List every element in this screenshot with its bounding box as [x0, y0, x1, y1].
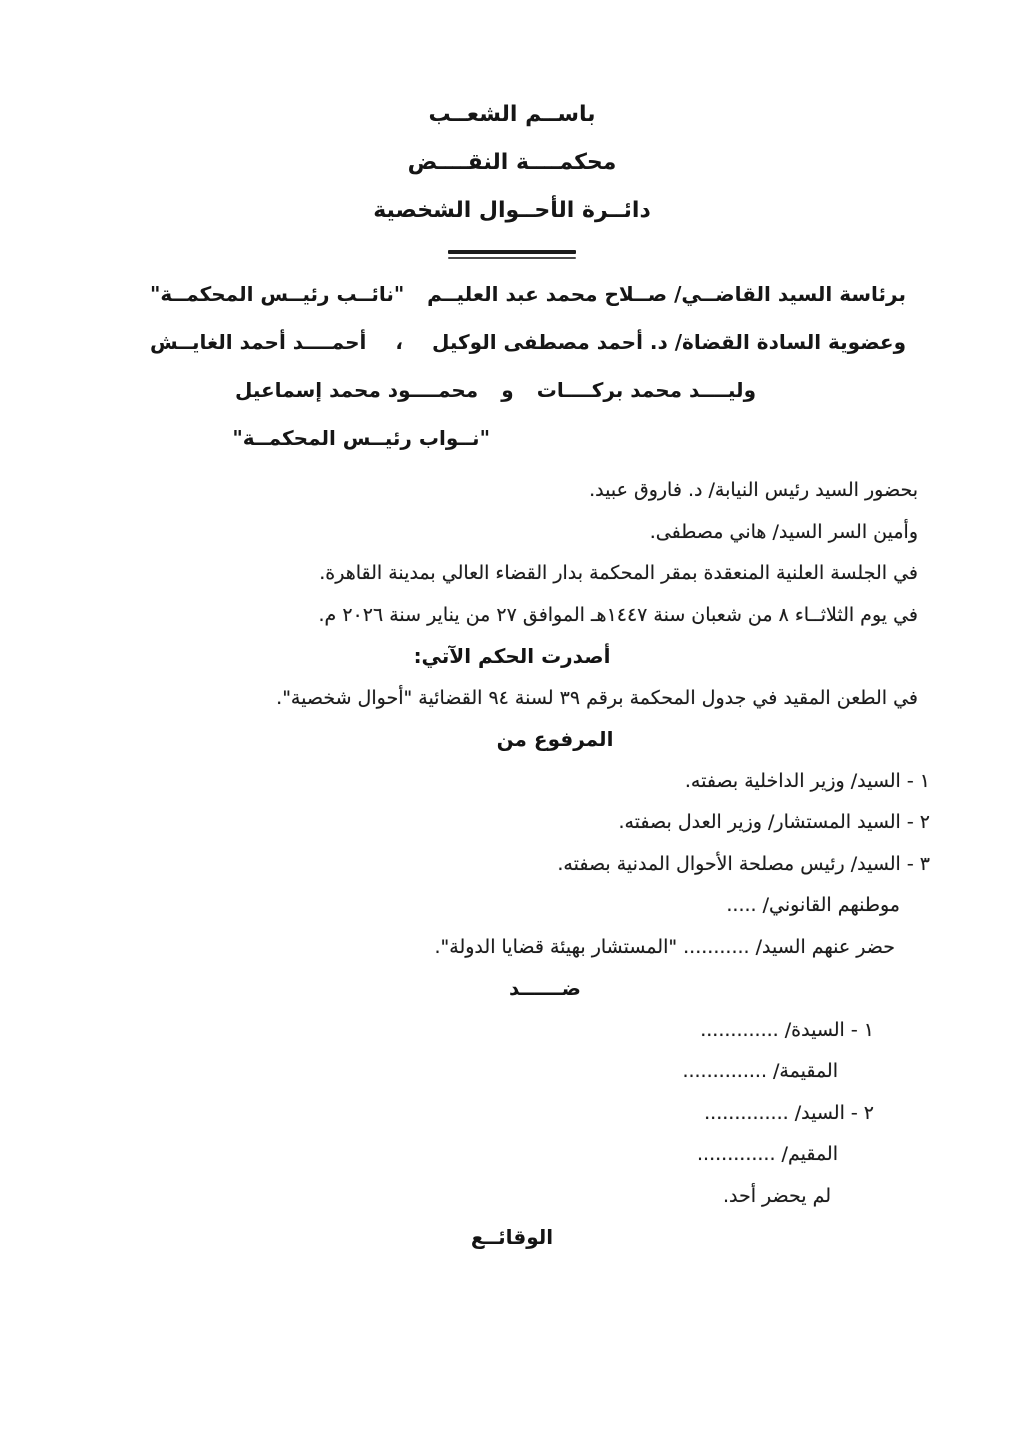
respondent-2-residence: المقيم/ .............: [697, 1143, 838, 1165]
versus-heading-text: ضــــــد: [509, 976, 581, 1000]
petitioners-representative-line: حضر عنهم السيد/ ........... "المستشار بهيئة قضايا الدولة".: [434, 935, 895, 958]
issued-judgment-heading: أصدرت الحكم الآتي:: [413, 644, 611, 668]
member-judge-3: وليــــد محمد بركــــات: [536, 378, 756, 402]
bench-row-members-1: [0, 327, 1024, 357]
versus-heading: [0, 975, 1024, 1002]
waw-conjunction: و: [501, 378, 514, 402]
presiding-judge-title: "نائــب رئيــس المحكمــة": [150, 282, 405, 306]
case-number-line: في الطعن المقيد في جدول المحكمة برقم ٣٩ لسنة ٩٤ القضائية "أحوال شخصية".: [276, 686, 918, 709]
header-personal-status-circuit: دائــرة الأحــوال الشخصية: [373, 198, 651, 223]
secretary-line: وأمين السر السيد/ هاني مصطفى.: [649, 520, 918, 543]
facts-heading: الوقائــع: [470, 1225, 554, 1249]
session-date-line: في يوم الثلاثــاء ٨ من شعبان سنة ١٤٤٧هـ الموافق ٢٧ من يناير سنة ٢٠٢٦ م.: [318, 603, 918, 626]
member-judge-4: محمــــود محمد إسماعيل: [235, 378, 479, 402]
petitioner-item-2: ٢ - السيد المستشار/ وزير العدل بصفته.: [618, 811, 930, 833]
respondent-1-residence: المقيمة/ ..............: [682, 1060, 838, 1082]
petitioners-legal-domicile: موطنهم القانوني/ .....: [726, 894, 900, 916]
respondent-item-1: ١ - السيدة/ .............: [700, 1018, 874, 1041]
session-location-line: في الجلسة العلنية المنعقدة بمقر المحكمة بدار القضاء العالي بمدينة القاهرة.: [319, 562, 918, 584]
filed-by-heading: [0, 726, 1024, 753]
member-judge-2: أحمــــد أحمد الغايــش: [150, 330, 367, 354]
header-court-of-cassation: محكمــــة النقــــض: [407, 150, 617, 175]
respondent-item-2: ٢ - السيد/ ..............: [704, 1101, 874, 1124]
presiding-judge-name: برئاسة السيد القاضــي/ صــلاح محمد عبد العليــم: [427, 282, 906, 306]
no-appearance-line: لم يحضر أحد.: [722, 1184, 831, 1207]
prosecutor-attendance-line: بحضور السيد رئيس النيابة/ د. فاروق عبيد.: [589, 479, 918, 501]
petitioner-item-1: ١ - السيد/ وزير الداخلية بصفته.: [684, 769, 930, 792]
bench-row-members-2: [0, 375, 1024, 405]
petitioner-item-3: ٣ - السيد/ رئيس مصلحة الأحوال المدنية بصفته.: [557, 852, 930, 875]
comma-separator: ،: [395, 330, 403, 354]
member-judge-1: وعضوية السادة القضاة/ د. أحمد مصطفى الوكيل: [432, 330, 906, 354]
separator-double-line: [448, 250, 576, 259]
filed-by-heading-text: المرفوع من: [496, 727, 614, 751]
separator-line-thin: [448, 257, 576, 259]
members-collective-title: "نــواب رئيــس المحكمــة": [232, 426, 490, 450]
separator-line-thick: [448, 250, 576, 254]
bench-row-presiding: [0, 279, 1024, 309]
header-in-name-of-people: باســم الشعــب: [428, 102, 596, 127]
